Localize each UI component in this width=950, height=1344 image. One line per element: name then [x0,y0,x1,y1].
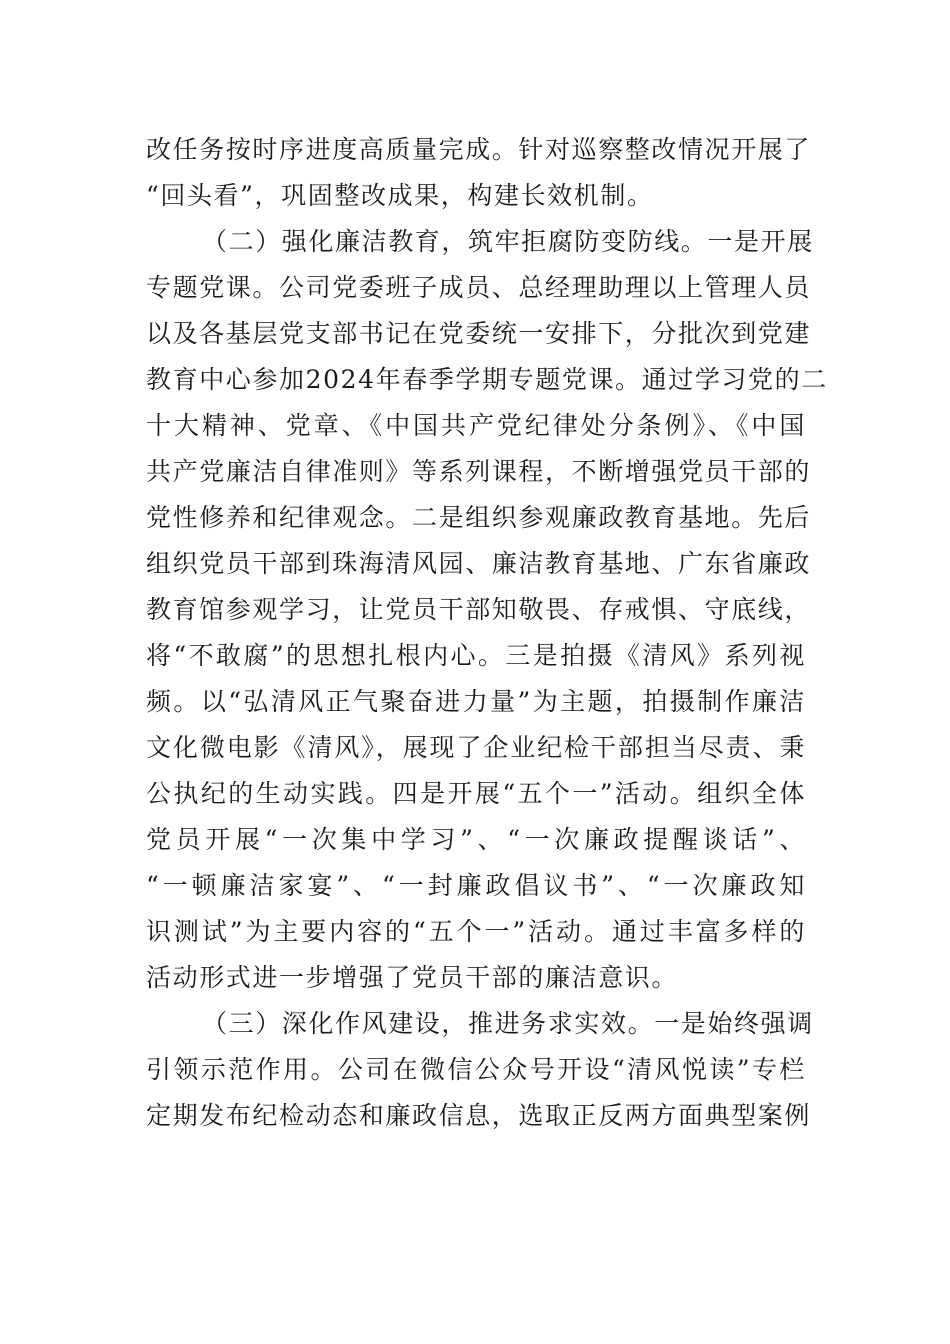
text-line: 活动形式进一步增强了党员干部的廉洁意识。 [146,963,679,992]
text-line: 组织党员干部到珠海清风园、廉洁教育基地、广东省廉政 [146,549,812,578]
text-line: “一顿廉洁家宴”、“一封廉政倡议书”、“一次廉政知 [146,871,806,900]
paragraph-2 [146,219,828,1001]
text-line: 教育馆参观学习，让党员干部知敬畏、存戒惧、守底线， [146,595,812,624]
text-line: 共产党廉洁自律准则》等系列课程，不断增强党员干部的 [146,457,812,486]
text-line: 改任务按时序进度高质量完成。针对巡察整改情况开展了 [146,135,812,164]
text-line: （三）深化作风建设，推进务求实效。一是始终强调 [202,1009,814,1038]
text-line: 识测试”为主要内容的“五个一”活动。通过丰富多样的 [146,917,806,946]
text-line: 将“不敢腐”的思想扎根内心。三是拍摄《清风》系列视 [146,641,806,670]
text-line: 教育中心参加2024年春季学期专题党课。通过学习党的二 [146,365,828,394]
paragraph-1 [146,127,812,219]
text-line: 党员开展“一次集中学习”、“一次廉政提醒谈话”、 [146,825,806,854]
text-line: 党性修养和纪律观念。二是组织参观廉政教育基地。先后 [146,503,812,532]
text-line: 以及各基层党支部书记在党委统一安排下，分批次到党建 [146,319,812,348]
text-line: （二）强化廉洁教育，筑牢拒腐防变防线。一是开展 [202,227,814,256]
text-line: 专题党课。公司党委班子成员、总经理助理以上管理人员 [146,273,812,302]
text-line: 定期发布纪检动态和廉政信息，选取正反两方面典型案例 [146,1101,812,1130]
text-line: “回头看”，巩固整改成果，构建长效机制。 [146,181,654,210]
text-line: 公执纪的生动实践。四是开展“五个一”活动。组织全体 [146,779,806,808]
text-line: 十大精神、党章、《中国共产党纪律处分条例》、《中国 [146,411,806,440]
paragraph-3 [146,1001,814,1139]
document-body [146,127,828,1139]
text-line: 频。以“弘清风正气聚奋进力量”为主题，拍摄制作廉洁 [146,687,806,716]
text-line: 文化微电影《清风》，展现了企业纪检干部担当尽责、秉 [146,733,806,762]
text-line: 引领示范作用。公司在微信公众号开设“清风悦读”专栏 [146,1055,806,1084]
